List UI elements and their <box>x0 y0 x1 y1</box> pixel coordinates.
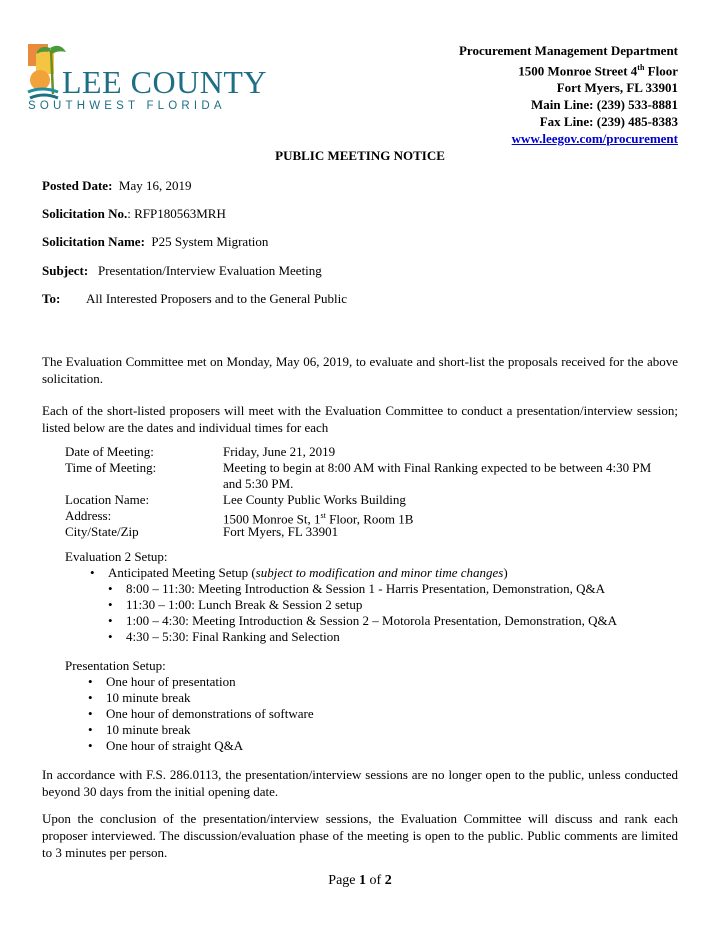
schedule-list <box>104 581 617 645</box>
department-address: 1500 Monroe Street 4th Floor <box>518 63 678 79</box>
list-item: • 10 minute break <box>84 722 314 738</box>
evaluation-list <box>86 565 508 581</box>
page-title: PUBLIC MEETING NOTICE <box>275 148 445 163</box>
list-item: • 1:00 – 4:30: Meeting Introduction & Session 2 – Motorola Presentation, Demonstration, Q&A <box>104 613 617 629</box>
paragraph-florida-statute: In accordance with F.S. 286.0113, the presentation/interview sessions are no longer open to the public, unless conducted beyond 30 days from the initial opening date. <box>42 767 678 799</box>
posted-date-row: Posted Date: May 16, 2019 <box>42 178 192 193</box>
logo-wordmark: LEE COUNTY <box>62 64 267 100</box>
list-item: • 11:30 – 1:00: Lunch Break & Session 2 setup <box>104 597 617 613</box>
solicitation-number-row: Solicitation No.: RFP180563MRH <box>42 206 226 221</box>
evaluation-heading: Evaluation 2 Setup: <box>65 549 168 564</box>
main-phone: Main Line: (239) 533-8881 <box>531 97 678 113</box>
paragraph-conclusion: Upon the conclusion of the presentation/interview sessions, the Evaluation Committee will discuss and rank each proposer interviewed. The discussion/evaluation phase of the meeting is open to the public. Public comments are limited to 3 minutes per person. <box>42 811 678 860</box>
department-name: Procurement Management Department <box>458 43 678 58</box>
logo-subtitle: SOUTHWEST FLORIDA <box>28 100 226 112</box>
list-item: • Anticipated Meeting Setup (subject to modification and minor time changes) <box>86 565 508 581</box>
list-item: • One hour of straight Q&A <box>84 738 314 754</box>
presentation-list <box>84 674 314 754</box>
list-item: • 10 minute break <box>84 690 314 706</box>
paragraph-evaluation-met: The Evaluation Committee met on Monday, May 06, 2019, to evaluate and short-list the proposals received for the above solicitation. <box>42 354 678 386</box>
fax-phone: Fax Line: (239) 485-8383 <box>539 114 678 130</box>
list-item: • One hour of demonstrations of software <box>84 706 314 722</box>
list-item: • One hour of presentation <box>84 674 314 690</box>
website-link[interactable]: www.leegov.com/procurement <box>511 131 678 147</box>
presentation-heading: Presentation Setup: <box>65 658 166 673</box>
subject-row: Subject: Presentation/Interview Evaluation Meeting <box>42 263 322 278</box>
page-number: Page 1 of 2 <box>328 873 392 888</box>
list-item: • 4:30 – 5:30: Final Ranking and Selection <box>104 629 617 645</box>
contact-block <box>459 42 678 147</box>
paragraph-short-listed: Each of the short-listed proposers will meet with the Evaluation Committee to conduct a presentation/interview session; listed below are the dates and individual times for each <box>42 403 678 435</box>
list-item: • 8:00 – 11:30: Meeting Introduction & Session 1 - Harris Presentation, Demonstration, Q&A <box>104 581 617 597</box>
solicitation-name-row: Solicitation Name: P25 System Migration <box>42 234 269 249</box>
to-row: To: All Interested Proposers and to the General Public <box>42 291 348 306</box>
department-city: Fort Myers, FL 33901 <box>556 80 678 96</box>
